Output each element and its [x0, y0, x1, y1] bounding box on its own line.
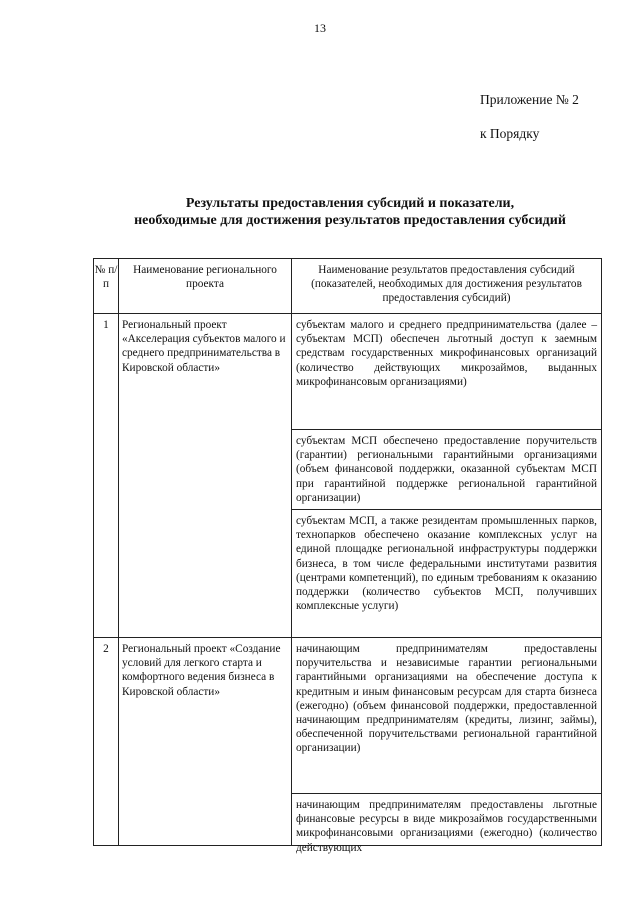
table-row [94, 638, 602, 794]
project-name: Региональный проект «Акселерация субъектов малого и среднего предпринимательства в Кировской области» [119, 314, 292, 638]
row-number: 2 [94, 638, 119, 846]
result-cell-truncated [292, 794, 602, 854]
page-number: 13 [314, 21, 326, 35]
table-header-row [94, 259, 602, 314]
appendix-reference: к Порядку [480, 126, 540, 141]
result-cell-text: начинающим предпринимателям предоставлены льготные финансовые ресурсы в виде микрозаймов государственными микрофинансовыми организациями (ежегодно) (количество действующих [296, 799, 597, 854]
header-project: Наименование регионального проекта [119, 259, 292, 314]
header-number: № п/п [94, 259, 119, 314]
results-table [93, 258, 602, 854]
project-name: Региональный проект «Создание условий для легкого старта и комфортного ведения бизнеса в Кировской области» [119, 638, 292, 846]
header-results: Наименование результатов предоставления субсидий (показателей, необходимых для достижения результатов предоставления субсидий) [292, 259, 602, 314]
title-line-1: Результаты предоставления субсидий и показатели, [185, 196, 515, 211]
table-row [94, 314, 602, 430]
appendix-label: Приложение № 2 [480, 92, 579, 107]
result-cell: субъектам малого и среднего предпринимательства (далее – субъектам МСП) обеспечен льготный доступ к заемным средствам государственных микрофинансовых организаций (количество действующих микрозаймов, выданных микрофинансовым организациями) [292, 314, 602, 430]
result-cell: начинающим предпринимателям предоставлены поручительства и независимые гарантии региональными гарантийными организациями на обеспечение доступа к кредитным и иным финансовым ресурсам для старта бизнеса (ежегодно) (объем финансовой поддержки, предоставленной начинающим предпринимателям (кредиты, лизинг, займы), обеспеченной поручительствами региональной гарантийной организации) [292, 638, 602, 794]
result-cell: субъектам МСП, а также резидентам промышленных парков, технопарков обеспечено оказание комплексных услуг на единой площадке региональной инфраструктуры поддержки бизнеса, в том числе федеральными институтами развития (центрами компетенций), по единым требованиям к оказанию поддержки (количество субъектов МСП, получивших комплексные услуги) [292, 510, 602, 638]
result-cell: субъектам МСП обеспечено предоставление поручительств (гарантии) региональными гарантийными организациями (объем финансовой поддержки, оказанной субъектам МСП при гарантийной поддержке региональной гарантийной организации) [292, 430, 602, 510]
title-line-2: необходимые для достижения результатов предоставления субсидий [134, 213, 566, 228]
row-number: 1 [94, 314, 119, 638]
document-title [90, 195, 610, 229]
